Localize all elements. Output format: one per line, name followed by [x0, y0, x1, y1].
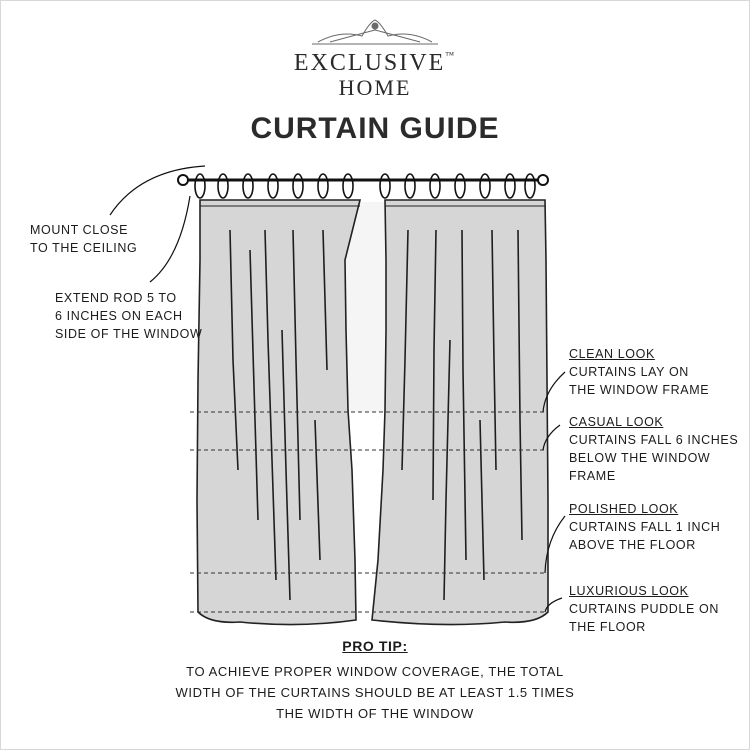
luxurious-look-note: LUXURIOUS LOOK CURTAINS PUDDLE ON THE FLOOR — [569, 584, 719, 634]
rod-finial-left-icon — [178, 175, 188, 185]
extend-note: EXTEND ROD 5 TO 6 INCHES ON EACH SIDE OF THE WINDOW — [55, 291, 203, 341]
polished-look-note: POLISHED LOOK CURTAINS FALL 1 INCH ABOVE THE FLOOR — [569, 502, 721, 552]
rod-finial-right-icon — [538, 175, 548, 185]
mount-note: MOUNT CLOSE TO THE CEILING — [30, 223, 138, 255]
casual-look-note: CASUAL LOOK CURTAINS FALL 6 INCHES BELOW THE WINDOW FRAME — [569, 415, 739, 483]
page-title: CURTAIN GUIDE — [250, 112, 500, 145]
curtain-rings — [195, 174, 535, 198]
brand-name-line1: EXCLUSIVE™ — [293, 50, 457, 76]
pro-tip-title: PRO TIP: — [342, 638, 408, 654]
pro-tip-body: TO ACHIEVE PROPER WINDOW COVERAGE, THE TOTAL WIDTH OF THE CURTAINS SHOULD BE AT LEAST 1.5 TIMES THE WIDTH OF THE WINDOW — [175, 664, 575, 721]
clean-look-note: CLEAN LOOK CURTAINS LAY ON THE WINDOW FRAME — [569, 347, 710, 397]
brand-name-line2: HOME — [338, 75, 412, 100]
